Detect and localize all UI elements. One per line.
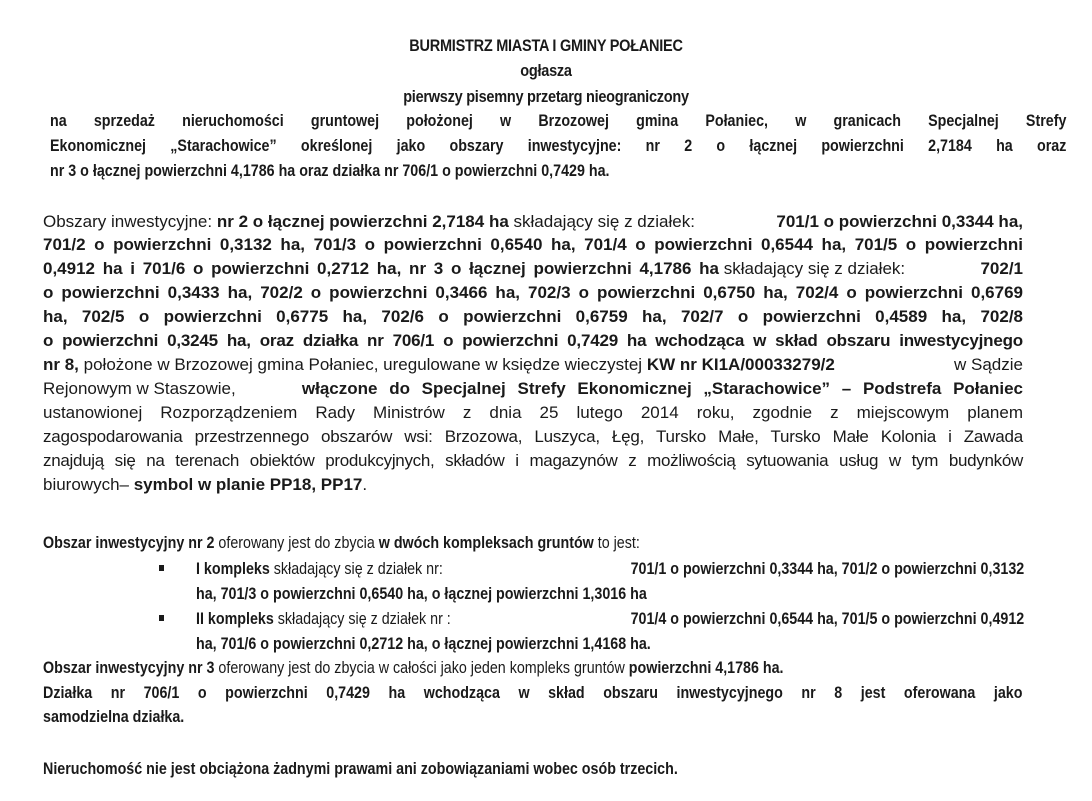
- text: ustanowionej Rozporządzeniem Rady Ministrów z dnia 25 lutego 2014 roku, zgodnie z miejscowym planem: [43, 403, 1023, 422]
- text-bold: Działka nr 706/1 o powierzchni 0,7429 ha wchodząca w skład obszaru inwestycyjnego nr 8 jest oferowana jako: [43, 683, 1023, 702]
- text: zagospodarowania przestrzennego obszarów wsi: Brzozowa, Luszyca, Łęg, Tursko Małe, Tursko Małe Kolonia i Zawada: [43, 427, 1023, 446]
- desc-line-6: [43, 331, 1023, 351]
- text: składający się z działek nr :: [273, 609, 451, 628]
- text: biurowych–: [43, 475, 134, 494]
- area-3-line: [43, 658, 784, 678]
- announces-line: ogłasza: [520, 62, 572, 80]
- text-bold: 701/1 o powierzchni 0,3344 ha, 701/2 o powierzchni 0,3132: [630, 559, 1025, 578]
- text: Obszary inwestycyjne:: [43, 212, 217, 231]
- text-bold: o powierzchni 0,3433 ha, 702/2 o powierzchni 0,3466 ha, 702/3 o powierzchni 0,6750 ha, 702/4 o powierzchni 0,6769: [43, 283, 1023, 302]
- plot-line-2: [43, 707, 184, 727]
- text: położone w Brzozowej gmina Połaniec, uregulowane w księdze wieczystej: [78, 355, 647, 374]
- text-bold: 701/1 o powierzchni 0,3344 ha,: [776, 212, 1023, 231]
- desc-line-11: [43, 451, 1023, 471]
- text-bold: 0,4912 ha i 701/6 o powierzchni 0,2712 ha, nr 3 o łącznej powierzchni 4,1786 ha: [43, 259, 719, 278]
- complex-2-line-2: [196, 634, 651, 654]
- complex-1-line-1: [196, 559, 1024, 579]
- text: składający się z działek:: [719, 259, 906, 278]
- desc-line-1: [43, 212, 1023, 232]
- text: składający się z działek:: [508, 212, 695, 231]
- document-title: BURMISTRZ MIASTA I GMINY POŁANIEC: [409, 37, 683, 55]
- desc-line-10: [43, 427, 1023, 447]
- text-bold: o powierzchni 0,3245 ha, oraz działka nr 706/1 o powierzchni 0,7429 ha wchodząca w skład obszaru inwestycyjnego: [43, 331, 1023, 350]
- text: znajdują się na terenach obiektów produkcyjnych, składów i magazynów z możliwością sytuowania usług w tym budynków: [43, 451, 1023, 470]
- desc-line-3: [43, 259, 1023, 279]
- desc-line-4: [43, 283, 1023, 303]
- text-bold: samodzielna działka.: [43, 707, 185, 726]
- desc-line-2: [43, 235, 1023, 255]
- text: w Sądzie: [954, 355, 1023, 374]
- text-bold: w dwóch kompleksach gruntów: [378, 533, 594, 552]
- text-bold: powierzchni 4,1786 ha.: [628, 658, 784, 677]
- complex-2-line-1: [196, 609, 1024, 629]
- text: .: [362, 475, 368, 494]
- text-bold: Obszar inwestycyjny nr 2: [43, 533, 215, 552]
- desc-line-5: [43, 307, 1023, 327]
- text-bold: ha, 702/5 o powierzchni 0,6775 ha, 702/6 o powierzchni 0,6759 ha, 702/7 o powierzchni 0,4589 ha, 702/8: [43, 307, 1023, 326]
- desc-line-8: [43, 379, 1023, 399]
- text-bold: nr 2 o łącznej powierzchni 2,7184 ha: [216, 212, 509, 231]
- text: to jest:: [593, 533, 640, 552]
- text-bold: 701/2 o powierzchni 0,3132 ha, 701/3 o powierzchni 0,6540 ha, 701/4 o powierzchni 0,6544 ha, 701/5 o powierzchni: [43, 235, 1023, 254]
- desc-line-9: [43, 403, 1023, 423]
- text: oferowany jest do zbycia: [214, 533, 379, 552]
- text: oferowany jest do zbycia w całości jako jeden kompleks gruntów: [214, 658, 629, 677]
- tender-line: pierwszy pisemny przetarg nieograniczony: [403, 88, 689, 106]
- intro-line-1-text: na sprzedaż nieruchomości gruntowej położonej w Brzozowej gmina Połaniec, w granicach Specjalnej Strefy: [50, 111, 1067, 130]
- area-2-intro: [43, 533, 640, 553]
- intro-line-2: Ekonomicznej „Starachowice” określonej jako obszary inwestycyjne: nr 2 o łącznej powierzchni 2,7184 ha oraz: [50, 136, 1067, 155]
- intro-line-1: [50, 111, 1066, 131]
- bullet-icon: [159, 615, 164, 621]
- complex-1-line-2: [196, 584, 647, 604]
- text: składający się z działek nr:: [269, 559, 443, 578]
- land-register-number: KW nr KI1A/00033279/2: [646, 355, 835, 374]
- text-bold: 701/4 o powierzchni 0,6544 ha, 701/5 o powierzchni 0,4912: [630, 609, 1025, 628]
- desc-line-7: [43, 355, 1023, 375]
- text-bold: Nieruchomość nie jest obciążona żadnymi prawami ani zobowiązaniami wobec osób trzecich.: [43, 759, 678, 778]
- text: Rejonowym w Staszowie,: [43, 379, 236, 398]
- text-bold: ha, 701/3 o powierzchni 0,6540 ha, o łącznej powierzchni 1,3016 ha: [196, 584, 647, 603]
- encumbrance-statement: [43, 759, 678, 779]
- plot-line-1: [43, 683, 1022, 703]
- text-bold: Obszar inwestycyjny nr 3: [43, 658, 215, 677]
- plan-symbol: symbol w planie PP18, PP17: [133, 475, 363, 494]
- text-bold: nr 8,: [43, 355, 79, 374]
- text-bold: ha, 701/6 o powierzchni 0,2712 ha, o łącznej powierzchni 1,4168 ha.: [196, 634, 651, 653]
- complex-name: I kompleks: [196, 559, 270, 578]
- bullet-icon: [159, 565, 164, 571]
- text-bold: 702/1: [980, 259, 1023, 278]
- desc-line-12: [43, 475, 367, 495]
- text-bold: włączone do Specjalnej Strefy Ekonomicznej „Starachowice” – Podstrefa Połaniec: [301, 379, 1023, 398]
- complex-name: II kompleks: [196, 609, 274, 628]
- intro-line-3: nr 3 o łącznej powierzchni 4,1786 ha oraz działka nr 706/1 o powierzchni 0,7429 ha.: [50, 161, 610, 180]
